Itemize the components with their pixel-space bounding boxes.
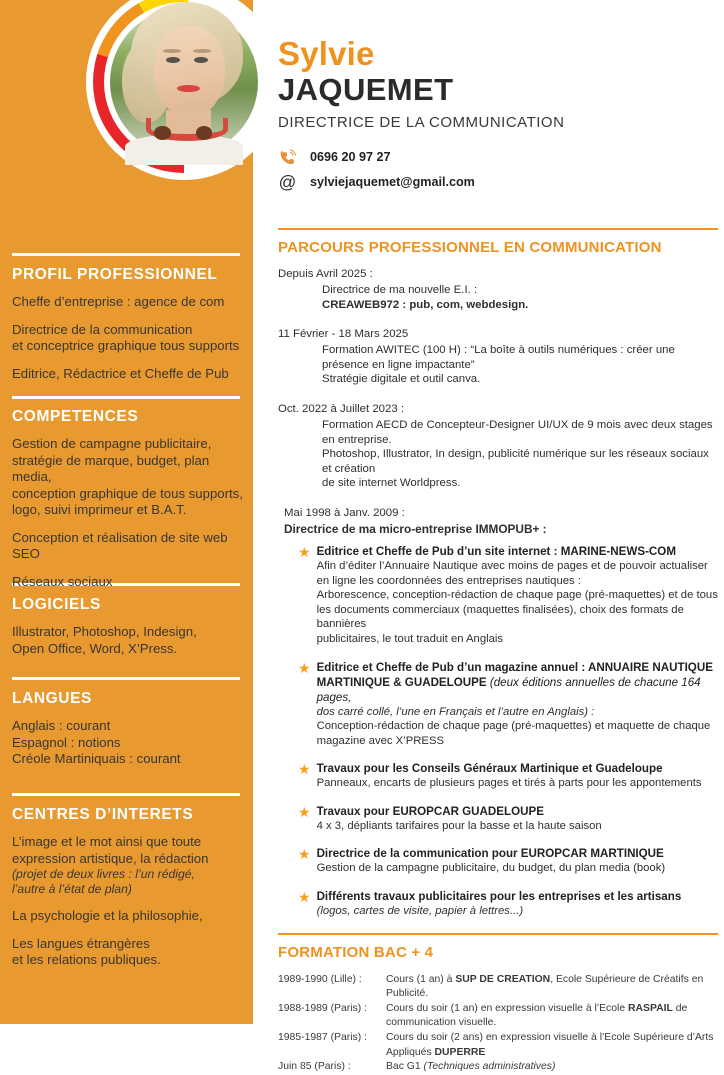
detail-school: RASPAIL <box>628 1002 673 1014</box>
avatar-necklace-bead <box>196 126 212 139</box>
entry-line: Photoshop, Illustrator, In design, publicité numérique sur les réseaux sociaux et création <box>322 448 709 475</box>
avatar-brow-right <box>193 49 211 53</box>
list-item-line: (logos, cartes de visite, papier à lettres...) <box>316 905 524 918</box>
avatar-face <box>154 26 225 118</box>
list-item <box>298 846 718 876</box>
list-item-line: magazine avec X’PRESS <box>316 734 445 747</box>
contact-block <box>278 147 718 192</box>
section-rule <box>278 228 718 230</box>
detail-school: DUPERRE <box>434 1046 486 1058</box>
star-icon: ★ <box>298 659 311 676</box>
list-item-title: Directrice de la communication pour EUROPCAR MARTINIQUE <box>316 847 664 861</box>
list-item-line: Gestion de la campagne publicitaire, du budget, du plan media (book) <box>316 862 666 875</box>
sidebar-heading: LOGICIELS <box>12 596 101 613</box>
entry-line: Directrice de ma nouvelle E.I. : <box>322 284 478 296</box>
star-icon: ★ <box>298 889 311 906</box>
list-item <box>298 660 718 749</box>
sidebar-heading: CENTRES D’INTERETS <box>12 806 194 823</box>
avatar-necklace-bead <box>154 126 170 139</box>
list-item-body <box>317 660 718 749</box>
experience-entry <box>278 268 718 312</box>
entry-date: Mai 1998 à Janv. 2009 : <box>284 506 405 519</box>
phone-number: 0696 20 97 27 <box>310 150 391 164</box>
sidebar-text: La psychologie et la philosophie, <box>12 908 203 923</box>
list-item-line: les documents commerciaux (maquettes finalisées), choix des formats de bannières <box>316 603 684 631</box>
sidebar-section-profil <box>12 266 248 393</box>
micro-entreprise-entry <box>284 507 718 536</box>
entry-line: de site internet Worldpress. <box>322 477 461 490</box>
first-name: Sylvie <box>278 35 375 72</box>
education-date: 1985-1987 (Paris) : <box>278 1032 367 1044</box>
last-name: JAQUEMET <box>278 72 454 107</box>
list-item <box>298 804 718 834</box>
detail-post: de communication visuelle. <box>386 1002 688 1029</box>
email-address: sylviejaquemet@gmail.com <box>310 175 475 189</box>
contact-email-row[interactable] <box>278 172 718 192</box>
list-item-line: en ligne les coordonnées des entreprises nautiques : <box>316 574 581 587</box>
entry-body <box>322 343 718 387</box>
at-sign-icon <box>278 172 304 192</box>
star-icon: ★ <box>298 543 311 560</box>
avatar <box>110 8 258 156</box>
detail-pre: Cours du soir (2 ans) en expression visuelle à l’Ecole Supérieure d’Arts Appliqués <box>386 1032 714 1058</box>
education-date: 1989-1990 (Lille) : <box>278 973 362 985</box>
profile-photo-block <box>0 0 300 240</box>
experience-entry <box>278 328 718 387</box>
education-section <box>278 933 718 1075</box>
entry-line: Formation AWITEC (100 H) : “La boîte à outils numériques : créer une présence en ligne impactante” <box>322 344 675 371</box>
list-item-line: dos carré collé, l’une en Français et l’autre en Anglais) : <box>316 705 595 718</box>
experience-section <box>278 228 718 919</box>
main-column <box>278 0 718 1075</box>
list-item <box>298 761 718 791</box>
list-item-title: Editrice et Cheffe de Pub d’un magazine annuel : ANNUAIRE NAUTIQUE <box>316 660 713 674</box>
entry-line: Formation AECD de Concepteur-Designer UI/UX de 9 mois avec deux stages en entreprise. <box>322 418 713 446</box>
list-item-body <box>317 544 718 647</box>
sidebar-divider <box>12 677 240 680</box>
avatar-eye-right <box>194 57 207 63</box>
sidebar-heading: COMPETENCES <box>12 408 139 425</box>
sidebar-section-logiciels <box>12 596 248 668</box>
list-item-title: Editrice et Cheffe de Pub d’un site internet : MARINE-NEWS-COM <box>316 544 676 558</box>
list-item-line: Panneaux, encarts de plusieurs pages et tirés à parts pour les appontements <box>316 777 702 790</box>
sidebar-section-competences <box>12 408 248 601</box>
table-row <box>278 1060 718 1075</box>
sidebar-divider <box>12 253 240 256</box>
list-item-line: Conception-rédaction de chaque page (pré-maquettes) et maquette de chaque <box>316 720 711 733</box>
list-item-body <box>317 804 718 834</box>
table-row <box>278 973 718 1002</box>
sidebar-text: Réseaux sociaux <box>12 573 113 589</box>
detail-pre: Cours (1 an) à <box>386 973 456 985</box>
list-item-line: Afin d’éditer l’Annuaire Nautique avec moins de pages et de pouvoir actualiser <box>316 559 708 572</box>
list-item-line: Arborescence, conception-rédaction de chaque page (pré-maquettes) et de tous <box>316 589 718 602</box>
title-italic-part: (deux éditions annuelles de chacune 164 pages, <box>316 675 701 704</box>
detail-post: , Ecole Supérieure de Créatifs en Publicité. <box>386 973 704 1000</box>
identity-block <box>278 0 718 131</box>
list-item-title: Travaux pour EUROPCAR GUADELOUPE <box>316 804 544 818</box>
list-item-line: publicitaires, le tout traduit en Anglais <box>316 632 504 645</box>
detail-post: (Techniques administratives) <box>423 1061 556 1073</box>
sidebar-divider <box>12 396 240 399</box>
detail-pre: Bac G1 <box>386 1061 424 1073</box>
education-detail <box>386 1031 718 1060</box>
sidebar-italic-note: (projet de deux livres : l’un rédigé, l’autre à l’état de plan) <box>12 867 195 896</box>
star-icon: ★ <box>298 803 311 820</box>
entry-title: Directrice de ma micro-entreprise IMMOPUB+ : <box>284 521 547 536</box>
avatar-brow-left <box>163 49 181 53</box>
sidebar-text: Directrice de la communication et conceptrice graphique tous supports <box>12 321 240 353</box>
detail-school: SUP DE CREATION <box>455 973 551 985</box>
sidebar-text: Editrice, Rédactrice et Cheffe de Pub <box>12 365 229 381</box>
list-item-line: 4 x 3, dépliants tarifaires pour la basse et la haute saison <box>316 819 602 832</box>
entry-date: 11 Février - 18 Mars 2025 <box>278 328 409 341</box>
sidebar-section-interets <box>12 806 248 980</box>
sidebar-divider <box>12 793 240 796</box>
avatar-eye-left <box>166 57 179 63</box>
star-icon: ★ <box>298 761 311 778</box>
table-row <box>278 1002 718 1031</box>
education-date: Juin 85 (Paris) : <box>278 1061 351 1073</box>
education-date: 1988-1989 (Paris) : <box>278 1002 367 1014</box>
education-heading: FORMATION BAC + 4 <box>278 943 434 961</box>
experience-entry <box>278 403 718 491</box>
job-title: DIRECTRICE DE LA COMMUNICATION <box>278 114 565 131</box>
list-item-body <box>317 846 718 876</box>
sidebar-section-langues <box>12 690 248 779</box>
table-row <box>278 1031 718 1060</box>
education-detail <box>386 1060 718 1075</box>
svg-text:@: @ <box>278 171 297 192</box>
list-item-title-2 <box>317 675 718 705</box>
sidebar-heading: PROFIL PROFESSIONNEL <box>12 266 218 283</box>
contact-phone-row[interactable] <box>278 147 718 167</box>
list-item-title: Travaux pour les Conseils Généraux Martinique et Guadeloupe <box>316 762 663 776</box>
list-item-body <box>317 889 718 919</box>
education-detail <box>386 973 718 1002</box>
sidebar-text: Conception et réalisation de site web SEO <box>12 529 228 561</box>
star-icon: ★ <box>298 846 311 863</box>
entry-line: CREAWEB972 : pub, com, webdesign. <box>322 298 529 311</box>
list-item-title: Différents travaux publicitaires pour les entreprises et les artisans <box>316 890 682 904</box>
sidebar-text: Cheffe d’entreprise : agence de com <box>12 294 225 309</box>
entry-date: Depuis Avril 2025 : <box>278 268 373 280</box>
entry-line: Stratégie digitale et outil canva. <box>322 373 481 386</box>
education-detail <box>386 1002 718 1031</box>
sidebar-text: Les langues étrangères et les relations publiques. <box>12 935 161 967</box>
sidebar-text: Illustrator, Photoshop, Indesign, Open Office, Word, X’Press. <box>12 624 197 656</box>
detail-pre: Cours du soir (1 an) en expression visuelle à l’Ecole <box>386 1002 628 1014</box>
entry-body <box>322 283 718 312</box>
sidebar-text: Anglais : courant Espagnol : notions Créole Martiniquais : courant <box>12 718 181 766</box>
sidebar-text: Gestion de campagne publicitaire, stratégie de marque, budget, plan media, conception graphique de tous supports, logo, suivi imprimeur et B.A.T. <box>12 436 243 517</box>
star-list <box>298 544 718 919</box>
phone-ringing-icon <box>278 147 304 167</box>
list-item-body <box>317 761 718 791</box>
entry-date: Oct. 2022 à Juillet 2023 : <box>278 402 405 415</box>
experience-heading: PARCOURS PROFESSIONNEL EN COMMUNICATION <box>278 239 662 256</box>
list-item <box>298 889 718 919</box>
entry-body <box>322 418 718 491</box>
section-rule <box>278 933 718 935</box>
sidebar-heading: LANGUES <box>12 690 92 707</box>
list-item <box>298 544 718 647</box>
sidebar-text: L’image et le mot ainsi que toute expression artistique, la rédaction <box>12 834 209 866</box>
title-bold-part: MARTINIQUE & GUADELOUPE <box>316 675 487 689</box>
